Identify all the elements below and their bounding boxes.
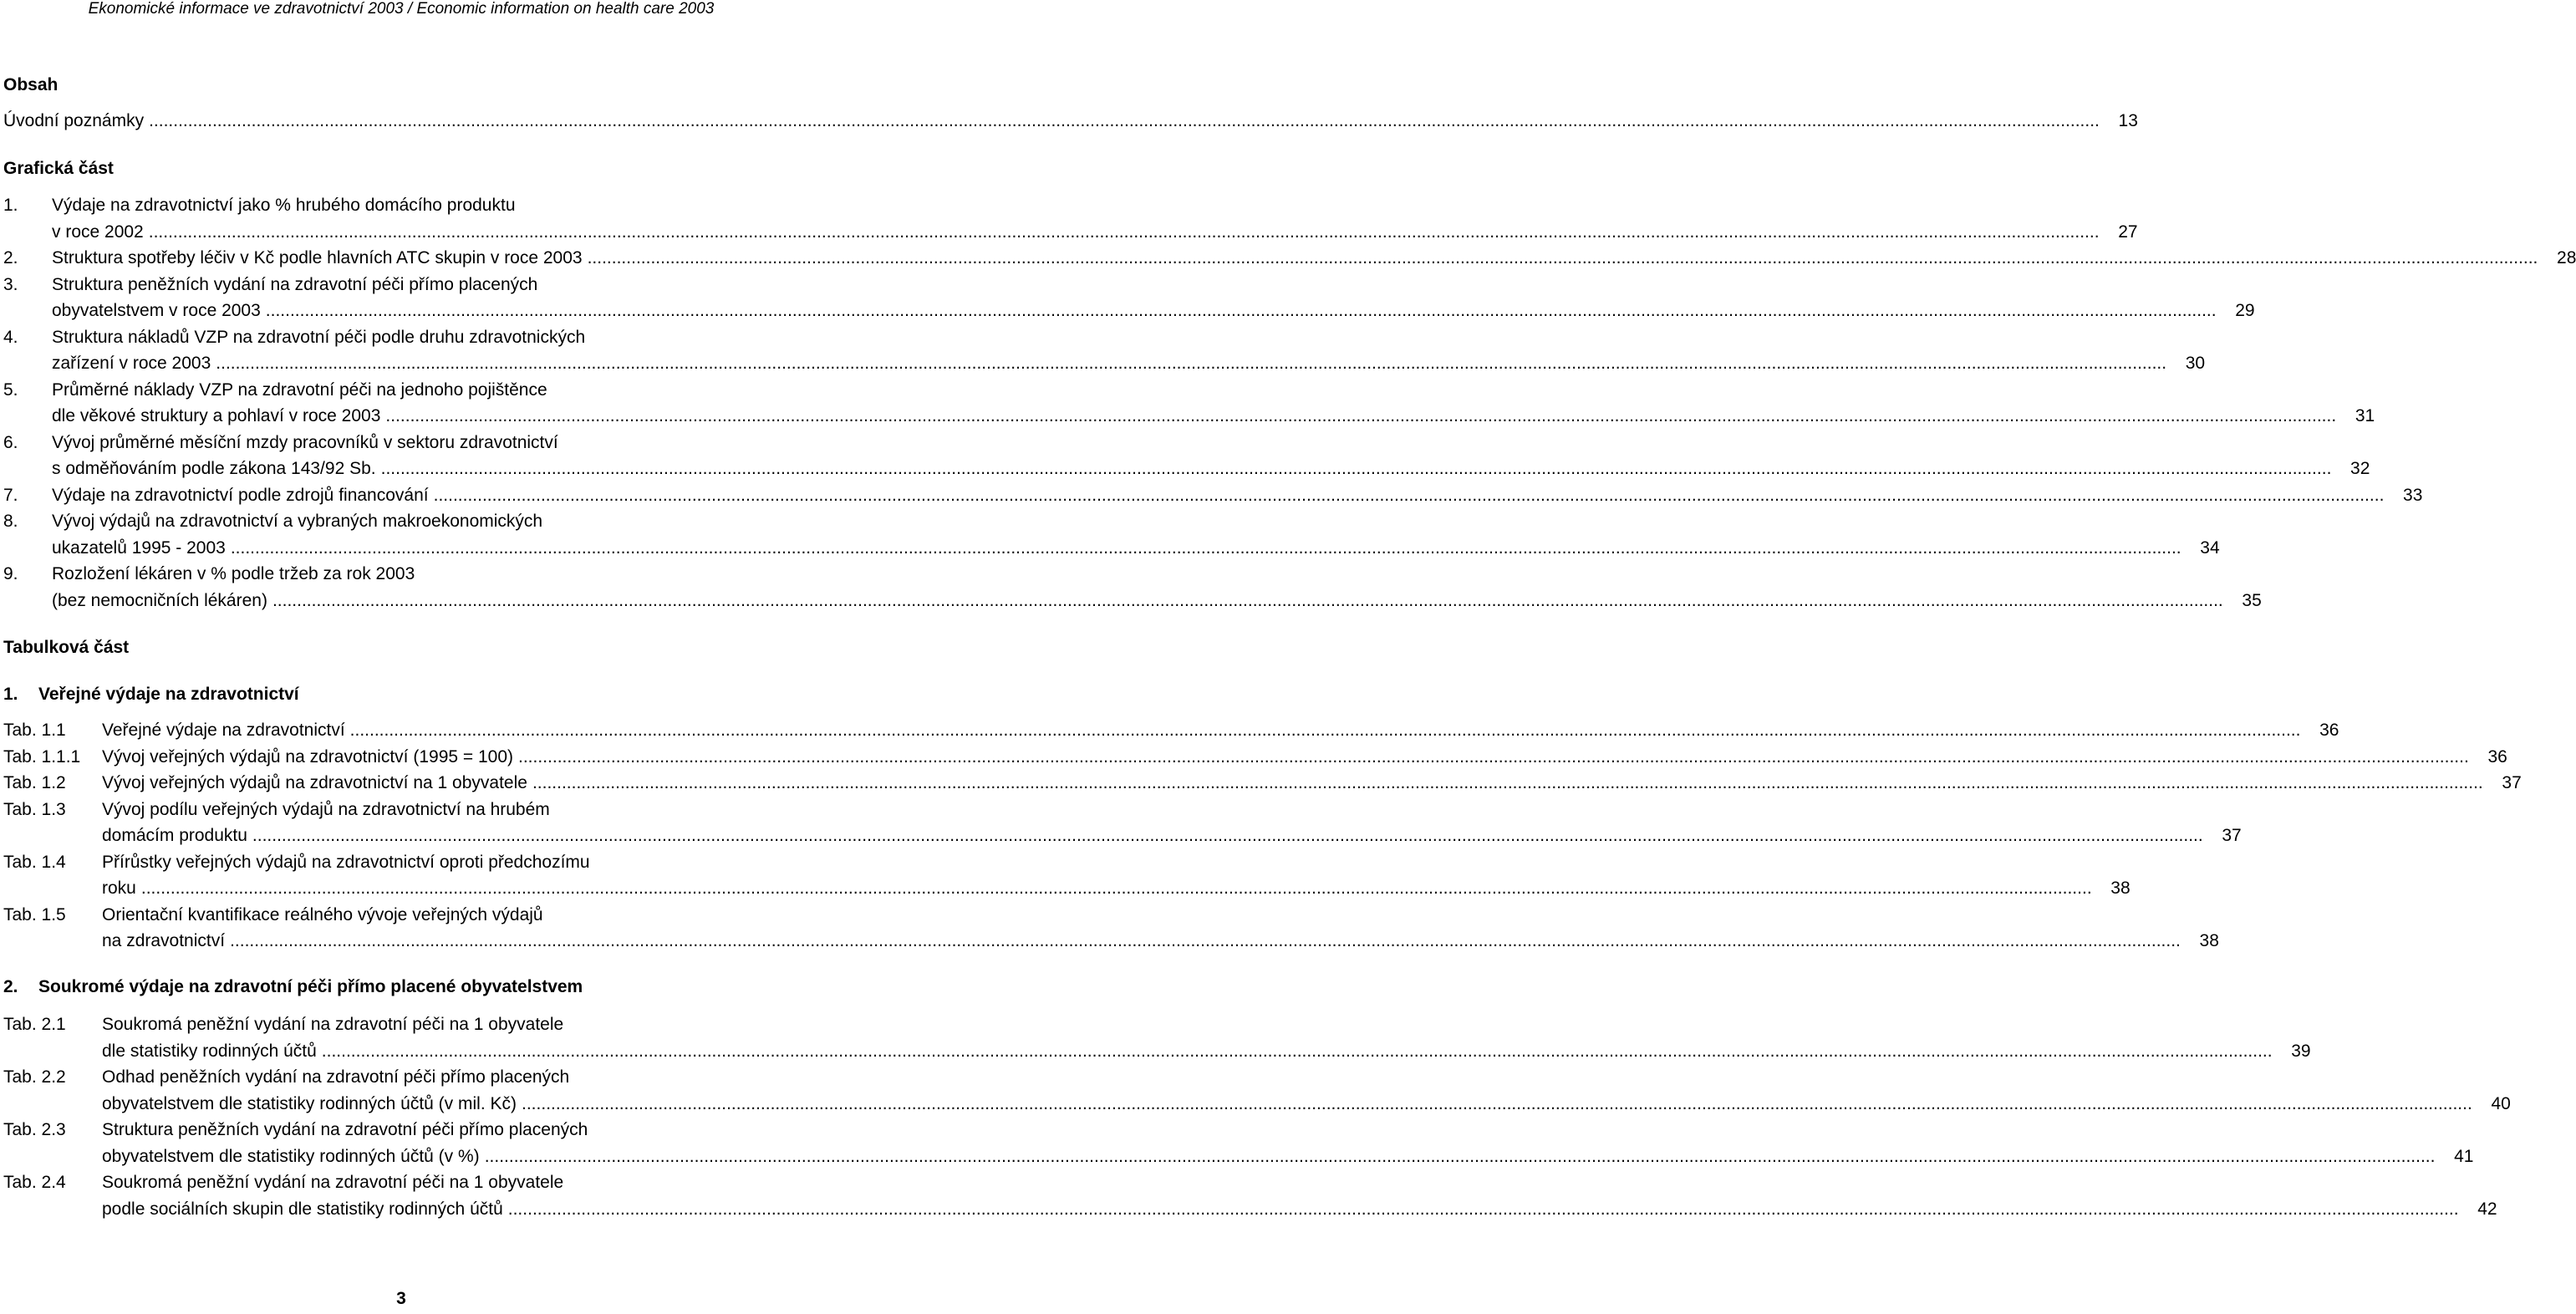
dot-leader: ................................................................................................................................................................................................................................................................................................................................................................................................................: [230, 537, 2181, 558]
toc-entry-title: Struktura peněžních vydání na zdravotní péči přímo placených: [102, 1120, 588, 1139]
toc-entry-title: Výdaje na zdravotnictví podle zdrojů financování: [52, 485, 429, 505]
toc-entry-title: obyvatelstvem dle statistiky rodinných účtů (v mil. Kč): [102, 1093, 517, 1113]
toc-entry-label: Tab. 1.2: [3, 773, 66, 792]
toc-entry-title: s odměňováním podle zákona 143/92 Sb.: [52, 459, 376, 478]
toc-page-number: 31: [2355, 406, 2375, 425]
dot-leader: ................................................................................................................................................................................................................................................................................................................................................................................................................: [349, 721, 2301, 740]
toc-page-number: 27: [2118, 222, 2138, 242]
toc-entry-label: Tab. 2.2: [3, 1067, 66, 1087]
graphic-part-heading: [3, 157, 114, 181]
dot-leader: ................................................................................................................................................................................................................................................................................................................................................................................................................: [148, 222, 2100, 242]
toc-entry-label: 9.: [3, 564, 18, 583]
toc-entry-title: Vývoj průměrné měsíční mzdy pracovníků v sektoru zdravotnictví: [52, 432, 558, 452]
toc-page-number: 32: [2350, 459, 2370, 478]
toc-entry-label: Tab. 1.3: [3, 799, 66, 819]
dot-leader: ................................................................................................................................................................................................................................................................................................................................................................................................................: [140, 879, 2092, 898]
graphic-part-heading-text: Grafická část: [3, 159, 114, 178]
section-heading: [3, 683, 299, 706]
dot-leader: ................................................................................................................................................................................................................................................................................................................................................................................................................: [321, 1041, 2273, 1061]
toc-entry-title: Vývoj veřejných výdajů na zdravotnictví na 1 obyvatele: [102, 773, 527, 792]
toc-entry-label: 8.: [3, 512, 18, 531]
toc-entry-title: dle statistiky rodinných účtů: [102, 1041, 317, 1061]
toc-entry-title: obyvatelstvem v roce 2003: [52, 301, 261, 320]
toc-entry-label: Tab. 1.5: [3, 904, 66, 924]
toc-page-number: 37: [2502, 773, 2522, 792]
dot-leader: ................................................................................................................................................................................................................................................................................................................................................................................................................: [532, 773, 2483, 792]
toc-page-number: 34: [2200, 537, 2220, 558]
toc-page-number: 42: [2477, 1199, 2497, 1219]
toc-page-number: 38: [2199, 931, 2219, 950]
toc-entry-title: Přírůstky veřejných výdajů na zdravotnictví oproti předchozímu: [102, 852, 590, 872]
toc-entry-title: domácím produktu: [102, 826, 247, 845]
toc-page-number: 30: [2185, 354, 2206, 373]
toc-entry-label: Tab. 2.1: [3, 1015, 66, 1034]
toc-entry-title: dle věkové struktury a pohlaví v roce 2003: [52, 406, 381, 425]
dot-leader: ................................................................................................................................................................................................................................................................................................................................................................................................................: [433, 485, 2385, 505]
toc-entry-label: Tab. 1.1.1: [3, 746, 81, 766]
dot-leader: ................................................................................................................................................................................................................................................................................................................................................................................................................: [522, 1093, 2472, 1113]
toc-entry-label: Tab. 2.4: [3, 1173, 66, 1192]
dot-leader: ................................................................................................................................................................................................................................................................................................................................................................................................................: [385, 406, 2337, 425]
toc-entry-label: Tab. 1.4: [3, 852, 66, 872]
dot-leader: ................................................................................................................................................................................................................................................................................................................................................................................................................: [216, 354, 2167, 373]
toc-entry-label: 1.: [3, 196, 18, 215]
toc-entry-title: Výdaje na zdravotnictví jako % hrubého domácího produktu: [52, 196, 516, 215]
toc-page-number: 41: [2454, 1146, 2474, 1166]
toc-entry-title: zařízení v roce 2003: [52, 354, 211, 373]
toc-entry-title: Průměrné náklady VZP na zdravotní péči na jednoho pojištěnce: [52, 379, 547, 400]
dot-leader: ................................................................................................................................................................................................................................................................................................................................................................................................................: [230, 931, 2181, 950]
running-header: Ekonomické informace ve zdravotnictví 2003 / Economic information on health care 2003: [88, 0, 715, 18]
toc-entry-label: 6.: [3, 432, 18, 452]
section-heading: [3, 975, 583, 999]
toc-page-number: 35: [2242, 590, 2262, 610]
toc-page-number: 33: [2403, 485, 2423, 505]
toc-entry-title: obyvatelstvem dle statistiky rodinných účtů (v %): [102, 1146, 480, 1166]
toc-entry-title: Vývoj výdajů na zdravotnictví a vybraných makroekonomických: [52, 512, 543, 531]
toc-entry-label: 4.: [3, 327, 18, 347]
toc-page-number: 38: [2110, 879, 2131, 898]
toc-entry-title: Odhad peněžních vydání na zdravotní péči přímo placených: [102, 1067, 570, 1087]
toc-page-number: 37: [2222, 826, 2242, 845]
dot-leader: ................................................................................................................................................................................................................................................................................................................................................................................................................: [587, 248, 2538, 267]
dot-leader: ................................................................................................................................................................................................................................................................................................................................................................................................................: [380, 459, 2332, 478]
toc-page-number: 39: [2291, 1041, 2311, 1061]
toc-entry-label: Tab. 1.1: [3, 721, 66, 740]
toc-entry-label: 3.: [3, 274, 18, 294]
toc-entry-title: Struktura nákladů VZP na zdravotní péči podle druhu zdravotnických: [52, 327, 586, 347]
contents-title: [3, 74, 58, 97]
section-heading-number: 1.: [3, 685, 18, 704]
toc-entry-title: Orientační kvantifikace reálného vývoje veřejných výdajů: [102, 904, 543, 924]
toc-entry-label: 5.: [3, 379, 18, 400]
dot-leader: ................................................................................................................................................................................................................................................................................................................................................................................................................: [252, 826, 2203, 845]
toc-entry-label: 7.: [3, 485, 18, 505]
toc-entry-label: Tab. 2.3: [3, 1120, 66, 1139]
toc-entry-title: Vývoj veřejných výdajů na zdravotnictví (1995 = 100): [102, 746, 514, 766]
dot-leader: ................................................................................................................................................................................................................................................................................................................................................................................................................: [518, 746, 2469, 766]
toc-page-number: 36: [2319, 721, 2339, 740]
section-heading-text: Soukromé výdaje na zdravotní péči přímo placené obyvatelstvem: [38, 977, 583, 996]
table-part-heading: [3, 636, 129, 660]
toc-entry-title: roku: [102, 879, 136, 898]
section-heading-number: 2.: [3, 977, 18, 996]
toc-entry-title: Rozložení lékáren v % podle tržeb za rok 2003: [52, 564, 415, 583]
dot-leader: ................................................................................................................................................................................................................................................................................................................................................................................................................: [507, 1199, 2459, 1219]
contents-title-text: Obsah: [3, 75, 59, 94]
toc-page-number: 29: [2235, 301, 2255, 320]
toc-page-number: 40: [2491, 1093, 2511, 1113]
toc-entry-title: Struktura peněžních vydání na zdravotní péči přímo placených: [52, 274, 538, 294]
toc-entry-title: Struktura spotřeby léčiv v Kč podle hlavních ATC skupin v roce 2003: [52, 248, 583, 267]
toc-entry-title: ukazatelů 1995 - 2003: [52, 537, 226, 558]
toc-entry-title: v roce 2002: [52, 222, 144, 242]
toc-page-number: 28: [2557, 248, 2576, 267]
table-part-heading-text: Tabulková část: [3, 638, 130, 657]
toc-entry-title: (bez nemocničních lékáren): [52, 590, 267, 610]
dot-leader: ................................................................................................................................................................................................................................................................................................................................................................................................................: [272, 590, 2223, 610]
section-heading-text: Veřejné výdaje na zdravotnictví: [38, 685, 299, 704]
toc-entry-title: Soukromá peněžní vydání na zdravotní péči na 1 obyvatele: [102, 1173, 564, 1192]
toc-entry-label: 2.: [3, 248, 18, 267]
toc-page-number: 36: [2487, 746, 2507, 766]
toc-entry-title: Veřejné výdaje na zdravotnictví: [102, 721, 345, 740]
toc-entry-title: podle sociálních skupin dle statistiky rodinných účtů: [102, 1199, 503, 1219]
toc-entry-title: Soukromá peněžní vydání na zdravotní péči na 1 obyvatele: [102, 1015, 564, 1034]
toc-entry-title: Úvodní poznámky: [3, 111, 145, 130]
dot-leader: ................................................................................................................................................................................................................................................................................................................................................................................................................: [149, 111, 2100, 130]
dot-leader: ................................................................................................................................................................................................................................................................................................................................................................................................................: [484, 1146, 2436, 1166]
toc-entry-title: Vývoj podílu veřejných výdajů na zdravotnictví na hrubém: [102, 799, 550, 819]
toc-entry-title: na zdravotnictví: [102, 931, 226, 950]
page-number: 3: [396, 1289, 406, 1308]
dot-leader: ................................................................................................................................................................................................................................................................................................................................................................................................................: [265, 301, 2217, 320]
toc-page-number: 13: [2118, 111, 2138, 130]
